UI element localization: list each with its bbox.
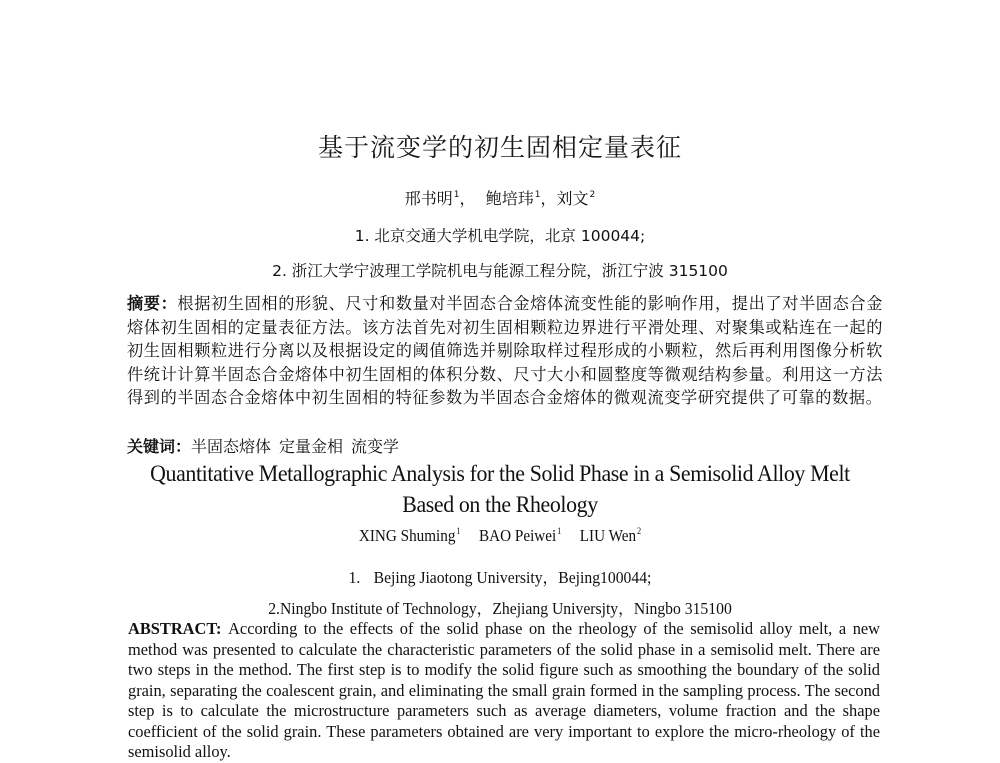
author-name: 邢书明 bbox=[404, 189, 453, 208]
chinese-abstract-text: 根据初生固相的形貌、尺寸和数量对半固态合金熔体流变性能的影响作用，提出了对半固态合金熔体初生固相的定量表征方法。该方法首先对初生固相颗粒边界进行平滑处理、对聚集或粘连在一起的初生固相颗粒进行分离以及根据设定的阈值筛选并剔除取样过程形成的小颗粒，然后再利用图像分析软件统计计算半固态合金熔体中初生固相的体积分数、尺寸大小和圆整度等微观结构参量。利用这一方法得到的半固态合金熔体中初生固相的特征参数为半固态合金熔体的微观流变学研究提供了可靠的数据。 bbox=[127, 294, 883, 408]
english-abstract-label: ABSTRACT bbox=[128, 619, 217, 638]
english-abstract-text: According to the effects of the solid phase on the rheology of the semisolid alloy melt, a new method was presented to calculate the characteristic parameters of the solid phase in a semisolid melt. There are two steps in the method. The first step is to modify the solid figure such as smoothing the boundary of the solid grain, separating the coalescent grain, and eliminating the small grain formed in the sampling process. The second step is to calculate the microstructure parameters such as average diameters, volume fraction and the shape coefficient of the solid grain. These parameters obtained are very important to explore the micro-rheology of the semisolid alloy. bbox=[128, 619, 880, 761]
chinese-authors bbox=[0, 186, 1000, 209]
english-affiliation-2: 2.Ningbo Institute of Technology，Zhejiang Universjty，Ningbo 315100 bbox=[268, 599, 732, 618]
keyword: 定量金相 bbox=[279, 437, 344, 456]
chinese-affiliation-1: 1. 北京交通大学机电学院，北京 100044; bbox=[354, 227, 646, 245]
chinese-keywords bbox=[127, 434, 407, 457]
author-name: BAO Peiwei bbox=[479, 526, 557, 545]
chinese-abstract bbox=[127, 292, 883, 410]
author-affiliation-mark: 1 bbox=[534, 190, 541, 200]
author-name: XING Shuming bbox=[358, 526, 456, 545]
keyword: 流变学 bbox=[351, 437, 400, 456]
author-affiliation-mark: 1 bbox=[453, 190, 460, 200]
keyword: 半固态熔体 bbox=[191, 437, 272, 456]
author-affiliation-mark: 1 bbox=[557, 526, 562, 536]
author-name: 刘文 bbox=[556, 189, 589, 208]
affiliation-text: Bejing Jiaotong University，Bejing100044; bbox=[373, 568, 652, 587]
author-name: LIU Wen bbox=[579, 526, 637, 545]
english-authors bbox=[40, 526, 960, 546]
author-affiliation-mark: 1 bbox=[456, 526, 461, 536]
chinese-keywords-label: 关键词： bbox=[127, 437, 192, 456]
author-affiliation-mark: 2 bbox=[636, 526, 642, 536]
english-abstract-colon: : bbox=[216, 619, 229, 638]
english-affiliation-1 bbox=[25, 564, 975, 588]
author-affiliation-mark: 2 bbox=[589, 190, 596, 200]
chinese-affiliation-2: 2. 浙江大学宁波理工学院机电与能源工程分院，浙江宁波 315100 bbox=[272, 262, 728, 280]
chinese-title: 基于流变学的初生固相定量表征 bbox=[317, 133, 682, 162]
author-separator: ， bbox=[540, 189, 557, 208]
english-abstract bbox=[128, 619, 880, 763]
chinese-abstract-label: 摘要： bbox=[127, 294, 178, 313]
english-title: Quantitative Metallographic Analysis for the Solid Phase in a Semisolid Alloy Melt Based on the Rheology bbox=[150, 461, 850, 518]
author-separator: ， bbox=[459, 189, 476, 208]
author-name: 鲍培玮 bbox=[485, 189, 534, 208]
affiliation-number: 1. bbox=[348, 568, 361, 587]
